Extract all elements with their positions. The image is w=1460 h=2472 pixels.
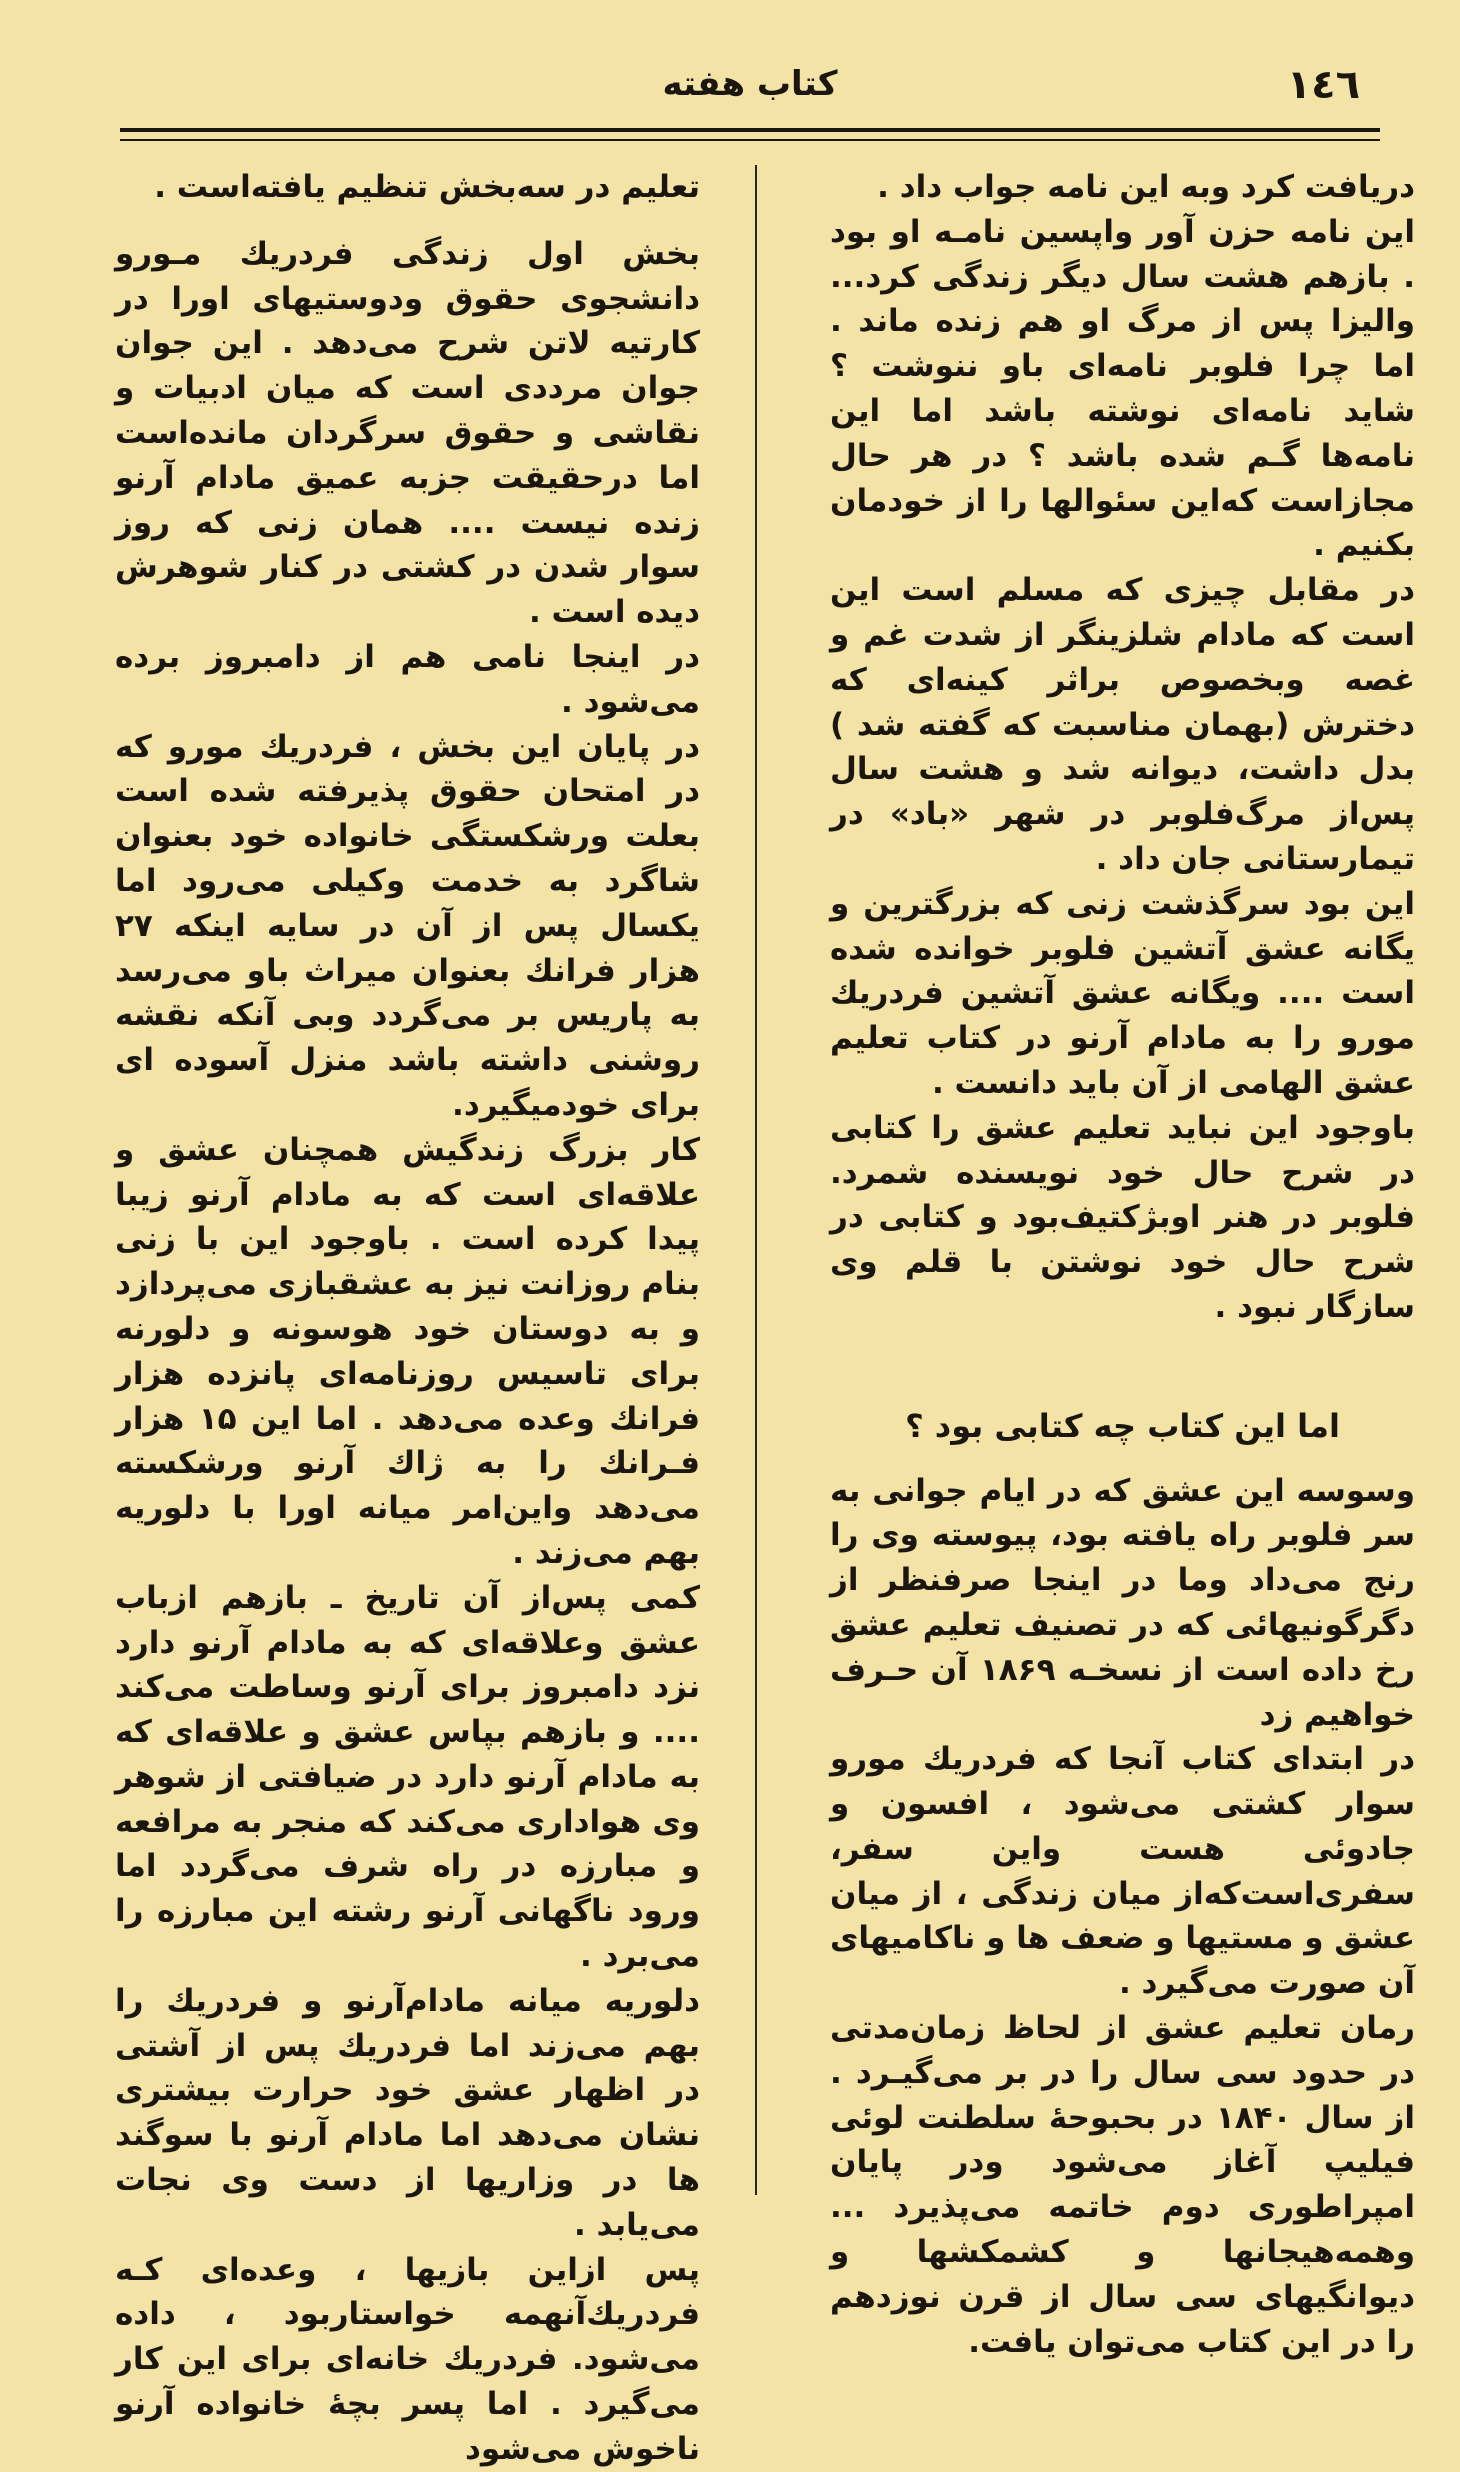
paragraph: در مقابل چیزی که مسلم است این است که مادام شلزینگر از شدت غم و غصه وبخصوص براثر کینه‌ای که دخترش (بهمان مناسبت که گفته شد ) بدل داشت، دیوانه شد و هشت سال پس‌از مرگ‌فلوبر در شهر «باد» در تیمارستانی جان داد .	[830, 572, 1415, 877]
section-spacer	[830, 1330, 1415, 1404]
paragraph: دریافت کرد وبه این نامه جواب داد .	[877, 169, 1415, 205]
paragraph: این نامه حزن آور واپسین نامـه او بود . بازهم هشت سال دیگر زندگی کرد... والیزا پس از مرگ او هم زنده ماند . اما چرا فلوبر نامه‌ای باو ننوشت ؟ شاید نامه‌ای نوشته باشد اما این نامه‌ها گـم شده باشد ؟ در هر حال مجازاست که‌این سئوالها را از خودمان بکنیم .	[830, 213, 1415, 564]
header-rule-thick	[120, 128, 1380, 132]
section-spacer	[830, 1449, 1415, 1469]
paragraph: کمی پس‌از آن تاریخ ـ بازهم ازباب عشق وعلاقه‌ای که به مادام آرنو دارد نزد دامبروز برای آرنو وساطت می‌کند .... و بازهم بپاس عشق و علاقه‌ای که به مادام آرنو دارد در ضیافتی از شوهر وی هواداری می‌کند که منجر به مرافعه و مبارزه در راه شرف می‌گردد اما ورود ناگهانی آرنو رشته این مبارزه را می‌برد .	[115, 1579, 700, 1975]
paragraph: باوجود این نباید تعلیم عشق را کتابی در شرح حال خود نویسنده شمرد. فلوبر در هنر اوبژکتیف‌بود و کتابی در شرح حال خود نوشتن با قلم وی سازگار نبود .	[830, 1109, 1415, 1325]
section-heading: اما این کتاب چه کتابی بود ؟	[905, 1406, 1340, 1445]
paragraph: رمان تعلیم عشق از لحاظ زمان‌مدتی در حدود سی سال را در بر می‌گیـرد . از سال ۱۸۴۰ در بحبوحهٔ سلطنت لوئی فیلیپ آغاز می‌شود ودر پایان امپراطوری دوم خاتمه می‌پذیرد ... وهمه‌هیجانها و کشمکشها و دیوانگیهای سی سال از قرن نوزدهم را در این کتاب می‌توان یافت.	[830, 2010, 1415, 2360]
column-divider	[755, 165, 757, 2195]
page-header	[120, 62, 1380, 122]
left-column	[115, 165, 700, 2472]
paragraph: تعلیم در سه‌بخش تنظیم یافته‌است .	[154, 169, 700, 205]
paragraph: دلوریه میانه مادام‌آرنو و فردریك را بهم می‌زند اما فردریك پس از آشتی در اظهار عشق خود حرارت بیشتری نشان می‌دهد اما مادام آرنو با سوگند ها در وزاریها از دست وی نجات می‌یابد .	[115, 1982, 700, 2243]
page-number: ١٤٦	[1286, 62, 1360, 108]
paragraph: بخش اول زندگی فردریك مـورو دانشجوی حقوق ودوستیهای اورا در کارتیه لاتن شرح می‌دهد . این جوان جوان مرددی است که میان ادبیات و نقاشی و حقوق سرگردان مانده‌است اما درحقیقت جزبه عمیق مادام آرنو زنده نیست .... همان زنی که روز سوار شدن در کشتی در کنار شوهرش دیده است .	[115, 235, 700, 631]
header-rule-thin	[120, 139, 1380, 141]
paragraph: در ابتدای کتاب آنجا که فردریك مورو سوار کشتی می‌شود ، افسون و جادوئی هست واین سفر، سفری‌است‌که‌از میان زندگی ، از میان عشق و مستیها و ضعف ها و ناکامیهای آن صورت می‌گیرد .	[830, 1741, 1415, 2002]
right-column	[830, 165, 1415, 2364]
paragraph: در اینجا نامی هم از دامبروز برده می‌شود .	[115, 638, 700, 720]
paragraph: وسوسه این عشق که در ایام جوانی به سر فلوبر راه یافته بود، پیوسته وی را رنج می‌داد وما در اینجا صرفنظر از دگرگونیهائی که در تصنیف تعلیم عشق رخ داده است از نسخـه ۱۸۶۹ آن حـرف خواهیم زد	[830, 1472, 1416, 1733]
paragraph: پس ازاین بازیها ، وعده‌ای کـه فردریك‌آنهمه خواستاربود ، داده می‌شود. فردریك خانه‌ای برای این کار می‌گیرد . اما پسر بچهٔ خانواده آرنو ناخوش می‌شود	[115, 2251, 700, 2467]
paragraph: این بود سرگذشت زنی که بزرگترین و یگانه عشق آتشین فلوبر خوانده شده است .... ویگانه عشق آتشین فردریك مورو را به مادام آرنو در کتاب تعلیم عشق الهامی از آن باید دانست .	[830, 885, 1415, 1101]
paragraph: در پایان این بخش ، فردریك مورو که در امتحان حقوق پذیرفته شده است بعلت ورشکستگی خانواده خود بعنوان شاگرد به خدمت وکیلی می‌رود اما یکسال پس از آن در سایه اینکه ۲۷ هزار فرانك بعنوان میراث باو می‌رسد به پاریس بر می‌گردد وبی آنکه نقشه روشنی داشته باشد منزل آسوده ای برای خودمیگیرد.	[115, 728, 700, 1123]
running-title: کتاب هفته	[662, 64, 838, 104]
section-spacer	[115, 210, 700, 232]
paragraph: کار بزرگ زندگیش همچنان عشق و علاقه‌ای است که به مادام آرنو زیبا پیدا کرده است . باوجود این با زنی بنام روزانت نیز به عشقبازی می‌پردازد و به دوستان خود هوسونه و دلورنه برای تاسیس روزنامه‌ای پانزده هزار فرانك وعده می‌دهد . اما این ۱۵ هزار فـرانك را به ژاك آرنو ورشکسته می‌دهد واین‌امر میانه اورا با دلوریه بهم می‌زند .	[115, 1131, 700, 1571]
